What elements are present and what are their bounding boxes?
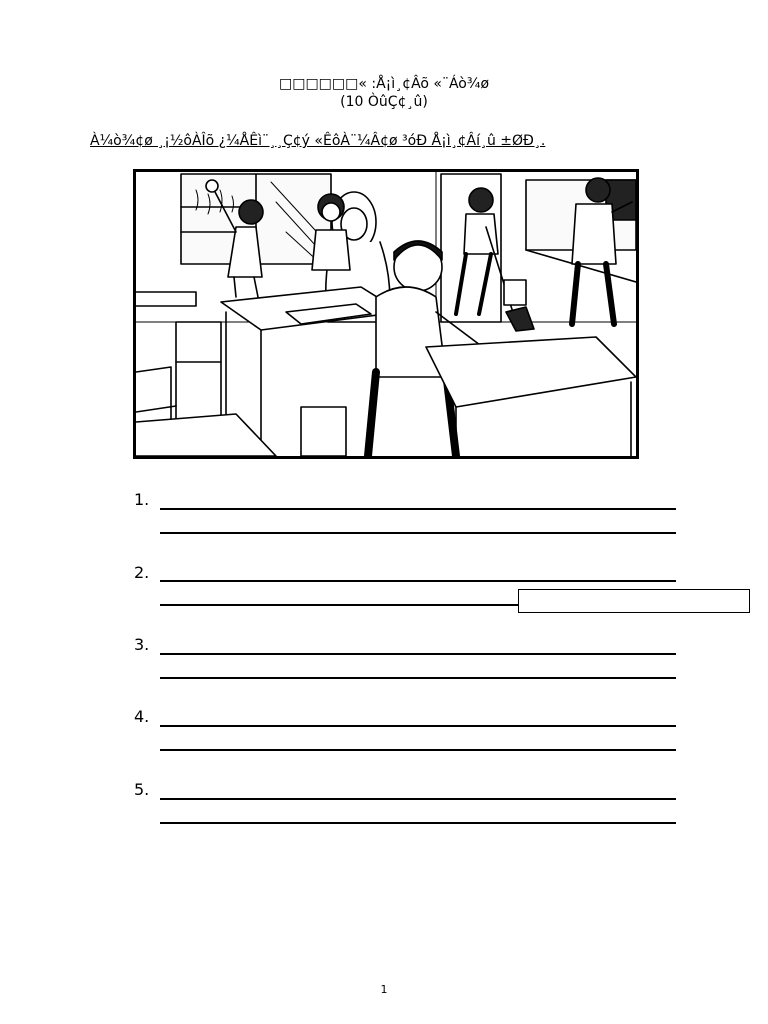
question-number: 4. [134, 707, 150, 726]
title-line: □□□□□□« :Å¡ì¸¢Âõ «¨Áò¾ø [278, 76, 490, 92]
question-number: 3. [134, 635, 150, 654]
answer-line[interactable] [160, 725, 676, 727]
question-number: 1. [134, 490, 150, 509]
answer-line[interactable] [160, 677, 676, 679]
answer-line[interactable] [160, 749, 676, 751]
answer-line[interactable] [160, 653, 676, 655]
classroom-cleaning-illustration-icon [136, 172, 636, 456]
question-number: 5. [134, 780, 150, 799]
classroom-picture [133, 169, 639, 459]
page-number: 1 [380, 983, 388, 996]
answer-line[interactable] [160, 532, 676, 534]
answer-line[interactable] [160, 798, 676, 800]
answer-line[interactable] [160, 508, 676, 510]
answer-line[interactable] [160, 604, 518, 606]
marks-box[interactable] [518, 589, 750, 613]
instruction-text: À¼ò¾¢ø ¸¡½ôÀÎõ ¿¼ÅÊì¨¸¸Ç¢ý «ÊôÀ¨¼Â¢ø ³óÐ Å¡ì¸¢Âí¸û ±ØÐ¸. [90, 133, 546, 149]
worksheet-title [0, 75, 768, 111]
answer-line[interactable] [160, 580, 676, 582]
subtitle-line: (10 ÒûÇ¢¸û) [340, 94, 428, 110]
answer-line[interactable] [160, 822, 676, 824]
question-number: 2. [134, 563, 150, 582]
